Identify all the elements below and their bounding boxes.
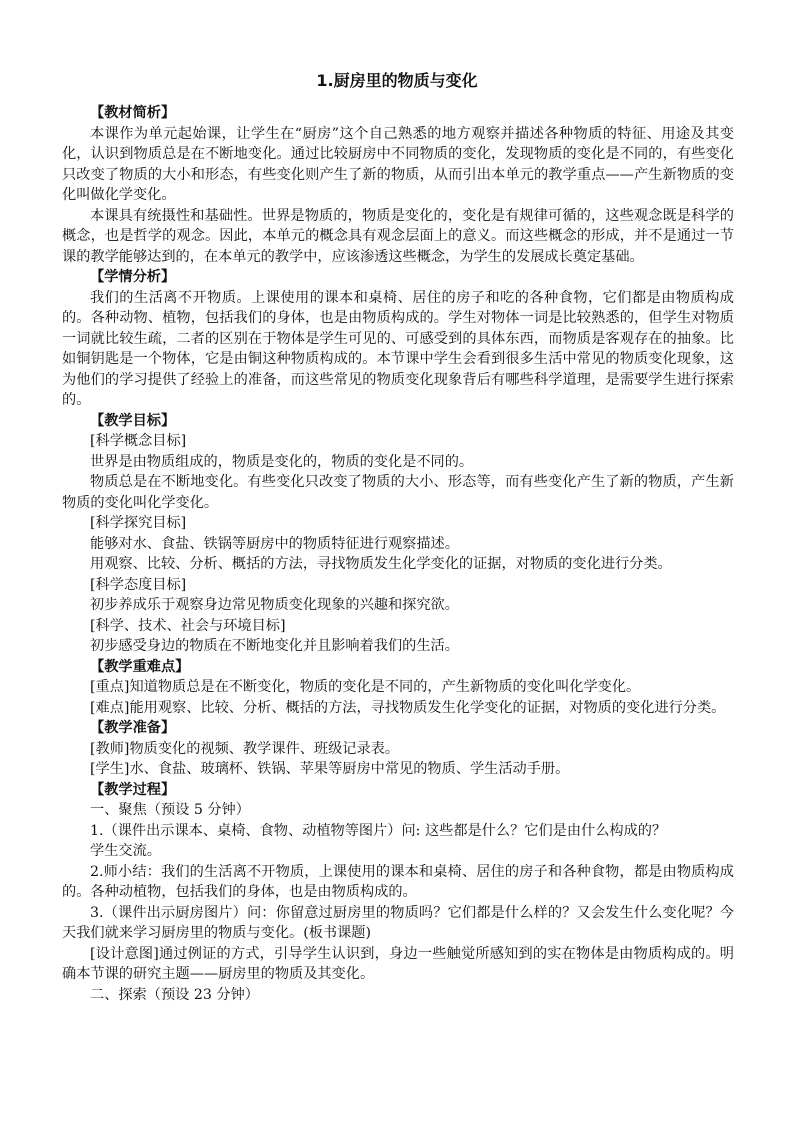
process-step-1: 一、聚焦（预设 5 分钟） — [90, 802, 250, 818]
process-item-3: 3.（课件出示厨房图片）问：你留意过厨房里的物质吗？它们都是什么样的？又会发生什么变化呢？今天我们就来学习厨房里的物质与变化。(板书课题) — [62, 904, 734, 941]
prep-teacher: [教师]物质变化的视频、教学课件、班级记录表。 — [90, 740, 400, 757]
goal-concept-2: 物质总是在不断地变化。有些变化只改变了物质的大小、形态等，而有些变化产生了新的物质，产生新物质的变化叫化学变化。 — [62, 474, 734, 511]
overview-paragraph-1: 本课作为单元起始课，让学生在“厨房”这个自己熟悉的地方观察并描述各种物质的特征、用途及其变化，认识到物质总是在不断地变化。通过比较厨房中不同物质的变化，发现物质的变化是不同的，有些变化只改变了物质的大小和形态，有些变化则产生了新的物质，从而引出本单元的教学重点——产生新物质的变化叫做化学变化。 — [62, 125, 734, 203]
process-step-2: 二、探索（预设 23 分钟） — [90, 986, 259, 1003]
process-item-2: 2.师小结：我们的生活离不开物质，上课使用的课本和桌椅、居住的房子和各种食物，都是由物质构成的。各种动植物，包括我们的身体，也是由物质构成的。 — [62, 863, 734, 900]
document-body — [62, 103, 734, 1005]
overview-paragraph-2: 本课具有统摄性和基础性。世界是物质的，物质是变化的，变化是有规律可循的，这些观念既是科学的概念，也是哲学的观念。因此，本单元的概念具有观念层面上的意义。而这些概念的形成，并不是通过一节课的教学能够达到的，在本单元的教学中，应该渗透这些概念，为学生的发展成长奠定基础。 — [62, 207, 734, 265]
goal-concept-1: 世界是由物质组成的，物质是变化的，物质的变化是不同的。 — [90, 453, 474, 470]
section-heading-goals: 【教学目标】 — [90, 412, 176, 429]
goal-inquiry-2: 用观察、比较、分析、概括的方法，寻找物质发生化学变化的证据，对物质的变化进行分类。 — [90, 556, 672, 572]
goal-attitude-1: 初步养成乐于观察身边常见物质变化现象的兴趣和探究欲。 — [90, 597, 459, 613]
key-point-difficulty: [难点]能用观察、比较、分析、概括的方法，寻找物质发生化学变化的证据，对物质的变化进行分类。 — [90, 699, 726, 716]
goal-label-sts: [科学、技术、社会与环境目标] — [90, 617, 286, 634]
section-heading-learner: 【学情分析】 — [90, 269, 176, 285]
learner-paragraph-1: 我们的生活离不开物质。上课使用的课本和桌椅、居住的房子和吃的各种食物，它们都是由物质构成的。各种动物、植物，包括我们的身体，也是由物质构成的。学生对物体一词是比较熟悉的，但学生对物质一词就比较生疏，二者的区别在于物体是学生可见的、可感受到的具体东西，而物质是客观存在的抽象。比如铜钥匙是一个物体，它是由铜这种物质构成的。本节课中学生会看到很多生活中常见的物质变化现象，这为他们的学习提供了经验上的准备，而这些常见的物质变化现象背后有哪些科学道理，是需要学生进行探索的。 — [62, 289, 734, 408]
process-item-1: 1.（课件出示课本、桌椅、食物、动植物等图片）问: 这些都是什么？它们是由什么构成的？ — [90, 822, 667, 839]
section-heading-key-points: 【教学重难点】 — [90, 658, 190, 675]
section-heading-prep: 【教学准备】 — [90, 720, 176, 736]
goal-label-inquiry: [科学探究目标] — [90, 515, 187, 531]
prep-student: [学生]水、食盐、玻璃杯、铁锅、苹果等厨房中常见的物质、学生活动手册。 — [90, 761, 570, 777]
process-item-1b: 学生交流。 — [90, 843, 161, 859]
goal-inquiry-1: 能够对水、食盐、铁锅等厨房中的物质特征进行观察描述。 — [90, 535, 459, 552]
goal-label-attitude: [科学态度目标] — [90, 576, 187, 593]
goal-label-concept: [科学概念目标] — [90, 433, 187, 449]
key-point-focus: [重点]知道物质总是在不断变化，物质的变化是不同的，产生新物质的变化叫化学变化。 — [90, 679, 641, 695]
page-title: 1.厨房里的物质与变化 — [316, 71, 478, 90]
goal-sts-1: 初步感受身边的物质在不断地变化并且影响着我们的生活。 — [90, 638, 459, 654]
section-heading-overview: 【教材简析】 — [90, 105, 176, 121]
section-heading-process: 【教学过程】 — [90, 781, 176, 798]
process-design-intent: [设计意图]通过例证的方式，引导学生认识到，身边一些触觉所感知到的实在物体是由物质构成的。明确本节课的研究主题——厨房里的物质及其变化。 — [62, 945, 734, 982]
